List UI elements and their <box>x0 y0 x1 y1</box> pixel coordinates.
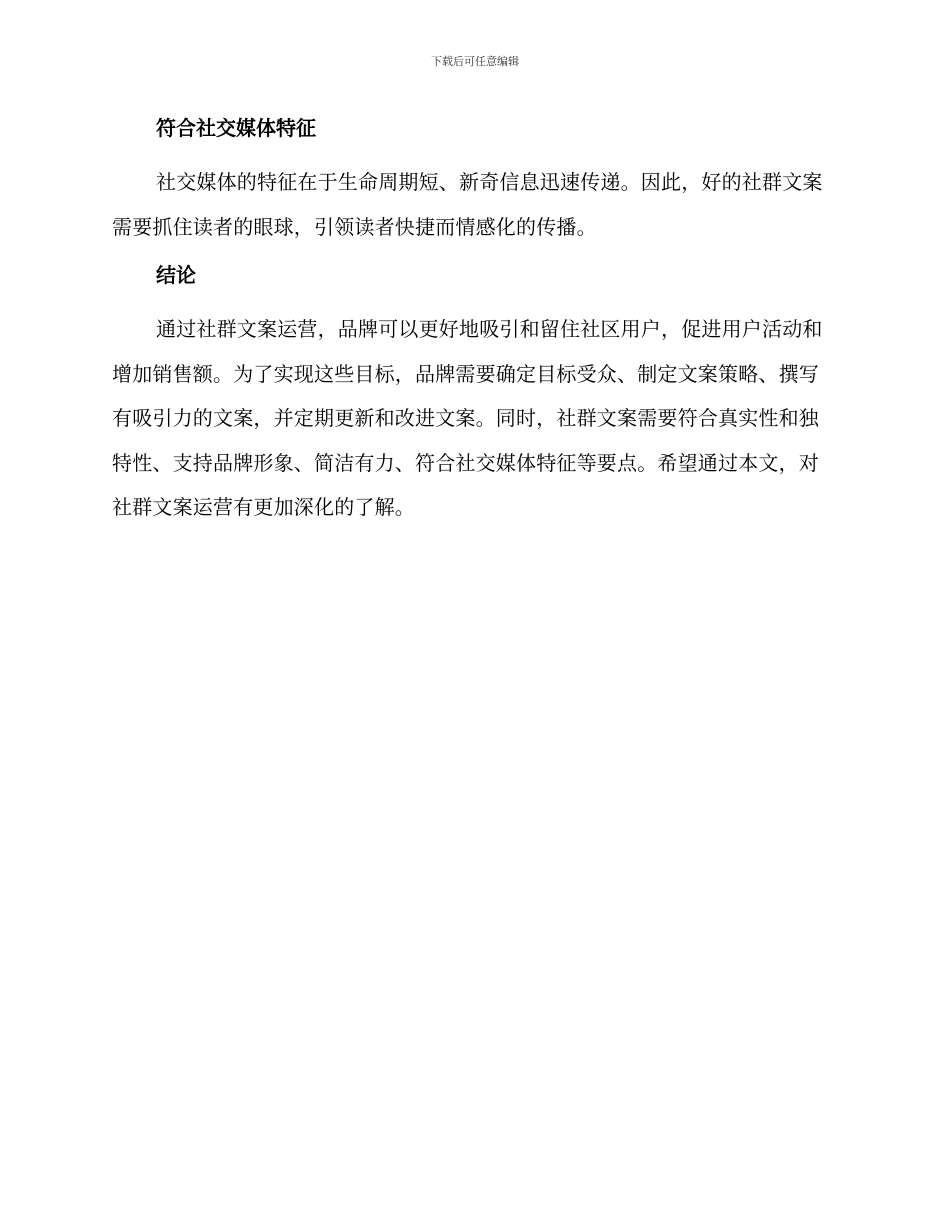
section-heading-conclusion: 结论 <box>156 263 196 287</box>
page-header: 下载后可任意编辑 <box>431 55 519 68</box>
document-body <box>112 110 832 538</box>
section-heading-social-media: 符合社交媒体特征 <box>156 116 316 140</box>
section-paragraph-social-media: 社交媒体的特征在于生命周期短、新奇信息迅速传递。因此，好的社群文案需要抓住读者的眼球，引领读者快捷而情感化的传播。 <box>112 170 823 239</box>
section-paragraph-conclusion: 通过社群文案运营，品牌可以更好地吸引和留住社区用户，促进用户活动和增加销售额。为了实现这些目标，品牌需要确定目标受众、制定文案策略、撰写有吸引力的文案，并定期更新和改进文案。同时，社群文案需要符合真实性和独特性、支持品牌形象、简洁有力、符合社交媒体特征等要点。希望通过本文，对社群文案运营有更加深化的了解。 <box>112 317 823 519</box>
